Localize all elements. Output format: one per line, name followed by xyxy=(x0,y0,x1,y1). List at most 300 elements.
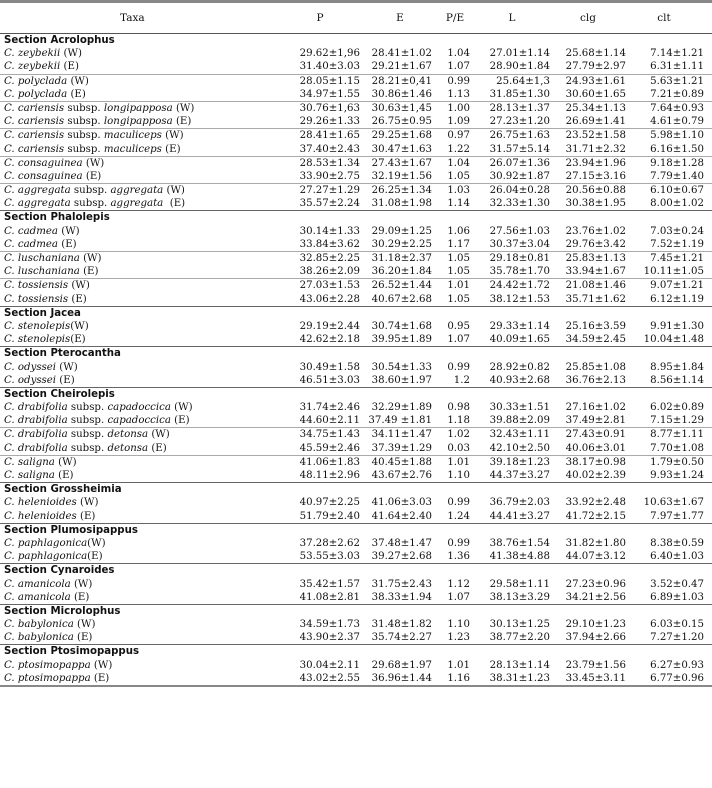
value-cell-p: 27.03±1.53 xyxy=(299,280,360,292)
taxon-name-italic: capadoccica xyxy=(107,415,171,427)
taxon-qualifier: (W) xyxy=(56,361,78,373)
taxon-qualifier: subsp. xyxy=(67,415,108,427)
value-cell-p: 33.84±3.62 xyxy=(299,238,360,250)
taxon-qualifier: (W) xyxy=(70,320,89,332)
section-heading xyxy=(0,34,712,47)
taxon-name-italic: C. cariensis xyxy=(4,130,65,142)
value-cell-pe: 1.23 xyxy=(447,632,470,644)
value-cell-e: 28.41±1.02 xyxy=(371,48,432,60)
table-row xyxy=(0,401,712,414)
taxon-qualifier: (E) xyxy=(172,116,192,128)
value-cell-l: 38.77±2.20 xyxy=(489,632,550,644)
value-cell-clt: 9.07±1.21 xyxy=(650,280,704,292)
taxon-name-italic: longipapposa xyxy=(103,116,173,128)
value-cell-l: 30.33±1.51 xyxy=(489,402,550,414)
taxon-name-italic: aggregata xyxy=(110,185,164,197)
header-taxa: Taxa xyxy=(120,12,145,24)
value-cell-e: 31.08±1.98 xyxy=(371,198,432,210)
taxon-qualifier: (E) xyxy=(56,374,75,386)
value-cell-p: 43.06±2.28 xyxy=(299,293,360,305)
value-cell-l: 30.92±1.87 xyxy=(489,170,550,182)
taxon-cell xyxy=(4,129,184,142)
value-cell-p: 29.19±2.44 xyxy=(299,320,360,332)
value-cell-l: 31.57±5.14 xyxy=(489,143,550,155)
section-heading xyxy=(0,346,712,360)
taxon-cell xyxy=(4,225,80,238)
taxon-name-italic: aggregata xyxy=(110,198,164,210)
value-cell-pe: 1.13 xyxy=(447,88,470,100)
taxon-cell xyxy=(4,170,101,183)
value-cell-e: 37.48±1.47 xyxy=(371,537,432,549)
value-cell-clg: 24.93±1.61 xyxy=(565,75,626,87)
value-cell-p: 38.26±2.09 xyxy=(299,266,360,278)
value-cell-l: 25.64±1,3 xyxy=(496,75,550,87)
value-cell-p: 41.06±1.83 xyxy=(299,456,360,468)
section-name: Section Microlophus xyxy=(4,605,121,617)
value-cell-clg: 25.34±1.13 xyxy=(565,102,626,114)
table-row xyxy=(0,442,712,455)
taxon-name-italic: C. cariensis xyxy=(4,102,65,114)
value-cell-e: 28.21±0,41 xyxy=(371,75,432,87)
value-cell-l: 36.79±2.03 xyxy=(489,497,550,509)
value-cell-clg: 34.59±2.45 xyxy=(565,334,626,346)
value-cell-clg: 23.76±1.02 xyxy=(565,225,626,237)
value-cell-e: 30.86±1.46 xyxy=(371,88,432,100)
taxon-name-italic: C. cadmea xyxy=(4,225,58,237)
value-cell-pe: 0.99 xyxy=(447,361,470,373)
value-cell-pe: 1.14 xyxy=(447,198,470,210)
taxon-name-italic: C. cadmea xyxy=(4,238,58,250)
value-cell-p: 51.79±2.40 xyxy=(299,510,360,522)
value-cell-clg: 35.71±1.62 xyxy=(565,293,626,305)
taxon-name-italic: C. odyssei xyxy=(4,361,57,373)
table-row xyxy=(0,265,712,278)
value-cell-e: 43.67±2.76 xyxy=(371,470,432,481)
taxon-qualifier: (E) xyxy=(170,415,190,427)
taxon-name-italic: C. aggregata xyxy=(4,198,71,210)
value-cell-l: 28.13±1.37 xyxy=(489,102,550,114)
taxon-name-italic: C. drabifolia xyxy=(4,415,68,427)
table-row xyxy=(0,101,712,115)
value-cell-e: 30.63±1,45 xyxy=(371,102,432,114)
value-cell-e: 41.64±2.40 xyxy=(371,510,432,522)
taxon-qualifier: (W) xyxy=(57,225,80,237)
value-cell-clt: 8.56±1.14 xyxy=(650,374,704,386)
value-cell-e: 38.60±1.97 xyxy=(371,374,432,386)
taxon-name-italic: C. ptosimopappa xyxy=(4,659,91,671)
taxon-qualifier: (W) xyxy=(76,497,99,509)
value-cell-clt: 8.95±1.84 xyxy=(650,361,704,373)
taxon-qualifier: (E) xyxy=(148,442,167,454)
taxon-qualifier: (W) xyxy=(82,157,105,169)
value-cell-e: 37.39±1.29 xyxy=(371,442,432,454)
value-cell-clg: 37.49±2.81 xyxy=(565,415,626,427)
table-row xyxy=(0,496,712,509)
header-e: E xyxy=(396,12,404,24)
value-cell-clt: 9.93±1.24 xyxy=(650,470,704,481)
taxon-qualifier: (W) xyxy=(90,659,113,671)
value-cell-l: 29.58±1.11 xyxy=(489,578,550,590)
taxon-name-italic: detonsa xyxy=(107,442,149,454)
taxon-name-italic: C. drabifolia xyxy=(4,429,68,441)
taxon-qualifier: (W) xyxy=(79,253,102,264)
value-cell-clt: 7.70±1.08 xyxy=(650,442,704,454)
table-row xyxy=(0,115,712,128)
taxon-cell xyxy=(4,442,167,455)
value-cell-pe: 0.99 xyxy=(447,497,470,509)
value-cell-e: 40.45±1.88 xyxy=(371,456,432,468)
value-cell-clg: 23.94±1.96 xyxy=(565,157,626,169)
value-cell-pe: 1.01 xyxy=(447,456,470,468)
taxon-qualifier: (E) xyxy=(70,334,86,346)
value-cell-pe: 1.36 xyxy=(447,551,470,563)
table-row xyxy=(0,374,712,387)
taxon-qualifier: (W) xyxy=(60,48,82,60)
taxon-cell xyxy=(4,88,86,101)
value-cell-l: 40.93±2.68 xyxy=(489,374,550,386)
value-cell-pe: 1.10 xyxy=(447,470,470,481)
table-row xyxy=(0,361,712,374)
value-cell-p: 34.59±1.73 xyxy=(299,619,360,631)
value-cell-e: 29.68±1.97 xyxy=(371,659,432,671)
taxon-name-italic: C. tossiensis xyxy=(4,280,69,292)
table-row xyxy=(0,293,712,306)
value-cell-pe: 1.07 xyxy=(447,61,470,73)
value-cell-l: 28.92±0.82 xyxy=(489,361,550,373)
value-cell-e: 30.74±1.68 xyxy=(371,320,432,332)
taxon-name-italic: C. amanicola xyxy=(4,591,71,603)
value-cell-l: 27.23±1.20 xyxy=(489,116,550,128)
value-cell-e: 36.20±1.84 xyxy=(371,266,432,278)
taxon-name-italic: C. drabifolia xyxy=(4,402,68,414)
value-cell-l: 31.85±1.30 xyxy=(489,88,550,100)
value-cell-clt: 8.77±1.11 xyxy=(650,429,704,441)
taxon-qualifier: subsp. xyxy=(64,102,104,114)
taxon-cell xyxy=(4,157,104,170)
value-cell-pe: 1.12 xyxy=(447,578,470,590)
value-cell-clg: 26.69±1.41 xyxy=(565,116,626,128)
taxon-qualifier: (E) xyxy=(90,672,110,684)
value-cell-clg: 38.17±0.98 xyxy=(565,456,626,468)
value-cell-e: 32.19±1.56 xyxy=(371,170,432,182)
section-name: Section Jacea xyxy=(4,307,81,319)
value-cell-clg: 40.06±3.01 xyxy=(565,442,626,454)
taxon-name-italic: C. amanicola xyxy=(4,578,71,590)
table-row xyxy=(0,143,712,156)
value-cell-p: 45.59±2.46 xyxy=(299,442,360,454)
value-cell-clt: 4.61±0.79 xyxy=(650,116,704,128)
value-cell-clt: 6.77±0.96 xyxy=(650,672,704,684)
section-heading xyxy=(0,306,712,320)
value-cell-clt: 7.52±1.19 xyxy=(650,238,704,250)
value-cell-p: 43.02±2.55 xyxy=(299,672,360,684)
value-cell-l: 30.37±3.04 xyxy=(489,238,550,250)
taxon-name-italic: C. stenolepis xyxy=(4,334,71,346)
taxon-cell xyxy=(4,47,82,60)
taxon-name-italic: C. consaguinea xyxy=(4,157,83,169)
taxon-qualifier: (W) xyxy=(172,102,195,114)
value-cell-pe: 1.22 xyxy=(447,143,470,155)
value-cell-pe: 1.03 xyxy=(447,185,470,197)
value-cell-pe: 1.18 xyxy=(447,415,470,427)
value-cell-pe: 1.01 xyxy=(447,280,470,292)
taxon-qualifier: subsp. xyxy=(64,130,104,142)
value-cell-p: 29.62±1,96 xyxy=(299,48,360,60)
value-cell-clt: 10.11±1.05 xyxy=(643,266,704,278)
value-cell-e: 30.29±2.25 xyxy=(371,238,432,250)
value-cell-l: 30.13±1.25 xyxy=(489,619,550,631)
value-cell-clg: 27.15±3.16 xyxy=(565,170,626,182)
taxon-name-italic: C. babylonica xyxy=(4,619,74,631)
header-pe: P/E xyxy=(445,12,465,24)
value-cell-clt: 8.00±1.02 xyxy=(650,198,704,210)
section-name: Section Acrolophus xyxy=(4,35,115,46)
value-cell-l: 32.43±1.11 xyxy=(489,429,550,441)
taxon-cell xyxy=(4,320,89,333)
value-cell-p: 27.27±1.29 xyxy=(299,185,360,197)
taxon-name-italic: C. luschaniana xyxy=(4,253,80,264)
taxon-cell xyxy=(4,279,90,292)
value-cell-pe: 1.16 xyxy=(447,672,470,684)
value-cell-e: 31.75±2.43 xyxy=(371,578,432,590)
value-cell-pe: 1.06 xyxy=(447,225,470,237)
value-cell-l: 38.13±3.29 xyxy=(489,591,550,603)
value-cell-clt: 7.97±1.77 xyxy=(650,510,704,522)
value-cell-clg: 25.83±1.13 xyxy=(565,253,626,264)
value-cell-l: 39.88±2.09 xyxy=(489,415,550,427)
taxon-name-italic: longipapposa xyxy=(103,102,173,114)
value-cell-clg: 30.60±1.65 xyxy=(565,88,626,100)
taxon-qualifier: subsp. xyxy=(67,429,108,441)
value-cell-clg: 31.82±1.80 xyxy=(565,537,626,549)
taxon-cell xyxy=(4,496,98,509)
taxon-qualifier: (W) xyxy=(67,75,89,87)
value-cell-e: 31.18±2.37 xyxy=(371,253,432,264)
value-cell-clg: 30.38±1.95 xyxy=(565,198,626,210)
table-row xyxy=(0,278,712,292)
table-row xyxy=(0,251,712,265)
value-cell-pe: 1.05 xyxy=(447,253,470,264)
value-cell-l: 27.01±1.14 xyxy=(489,48,550,60)
taxon-cell xyxy=(4,361,78,374)
value-cell-clt: 1.79±0.50 xyxy=(650,456,704,468)
value-cell-pe: 1.24 xyxy=(447,510,470,522)
value-cell-p: 34.75±1.43 xyxy=(299,429,360,441)
table-row xyxy=(0,156,712,170)
value-cell-clg: 33.45±3.11 xyxy=(565,672,626,684)
value-cell-l: 28.90±1.84 xyxy=(489,61,550,73)
table-row xyxy=(0,455,712,469)
value-cell-p: 37.28±2.62 xyxy=(299,537,360,549)
value-cell-l: 41.38±4.88 xyxy=(489,551,550,563)
value-cell-clt: 7.45±1.21 xyxy=(650,253,704,264)
value-cell-pe: 1.05 xyxy=(447,266,470,278)
taxon-qualifier: (E) xyxy=(163,198,186,210)
taxon-qualifier: (E) xyxy=(54,470,74,481)
taxon-cell xyxy=(4,672,109,685)
taxon-qualifier: (E) xyxy=(82,170,102,182)
value-cell-pe: 0.98 xyxy=(447,402,470,414)
taxon-qualifier: (W) xyxy=(148,429,170,441)
value-cell-clt: 7.21±0.89 xyxy=(650,88,704,100)
taxon-name-italic: C. cariensis xyxy=(4,116,65,128)
value-cell-pe: 1.2 xyxy=(453,374,470,386)
value-cell-e: 36.96±1.44 xyxy=(371,672,432,684)
taxon-name-italic: C. zeybekii xyxy=(4,48,61,60)
table-row xyxy=(0,238,712,251)
value-cell-e: 31.48±1.82 xyxy=(371,619,432,631)
table-row xyxy=(0,170,712,183)
value-cell-clt: 6.03±0.15 xyxy=(650,619,704,631)
taxon-name-italic: C. polyclada xyxy=(4,88,68,100)
table-row xyxy=(0,672,712,685)
value-cell-e: 30.47±1.63 xyxy=(371,143,432,155)
table-row xyxy=(0,591,712,604)
value-cell-p: 32.85±2.25 xyxy=(299,253,360,264)
value-cell-clt: 6.16±1.50 xyxy=(650,143,704,155)
value-cell-e: 26.75±0.95 xyxy=(371,116,432,128)
value-cell-e: 37.49 ±1.81 xyxy=(368,415,432,427)
value-cell-p: 40.97±2.25 xyxy=(299,497,360,509)
value-cell-clt: 8.38±0.59 xyxy=(650,537,704,549)
value-cell-l: 35.78±1.70 xyxy=(489,266,550,278)
table-row xyxy=(0,631,712,644)
value-cell-pe: 1.05 xyxy=(447,170,470,182)
table-row xyxy=(0,47,712,60)
taxon-qualifier: (E) xyxy=(76,510,96,522)
taxon-qualifier: (W) xyxy=(70,578,93,590)
taxon-cell xyxy=(4,374,75,387)
value-cell-clg: 21.08±1.46 xyxy=(565,280,626,292)
value-cell-clt: 9.18±1.28 xyxy=(650,157,704,169)
taxon-name-italic: C. zeybekii xyxy=(4,61,61,73)
taxon-name-italic: C. aggregata xyxy=(4,185,71,197)
value-cell-clt: 10.04±1.48 xyxy=(643,334,704,346)
table-row xyxy=(0,427,712,441)
taxon-cell xyxy=(4,184,185,197)
value-cell-e: 35.74±2.27 xyxy=(371,632,432,644)
taxon-cell xyxy=(4,578,92,591)
value-cell-pe: 0.97 xyxy=(447,130,470,142)
value-cell-pe: 0.95 xyxy=(447,320,470,332)
value-cell-p: 30.76±1,63 xyxy=(299,102,360,114)
table-row xyxy=(0,537,712,550)
value-cell-pe: 1.17 xyxy=(447,238,470,250)
value-cell-l: 27.56±1.03 xyxy=(489,225,550,237)
value-cell-p: 30.14±1.33 xyxy=(299,225,360,237)
taxon-qualifier: subsp. xyxy=(67,442,108,454)
value-cell-e: 26.52±1.44 xyxy=(371,280,432,292)
taxon-name-italic: C. saligna xyxy=(4,456,55,468)
taxon-name-italic: maculiceps xyxy=(103,130,162,142)
taxon-name-italic: C. luschaniana xyxy=(4,266,80,278)
value-cell-clt: 7.15±1.29 xyxy=(650,415,704,427)
taxon-cell xyxy=(4,75,89,88)
taxon-name-italic: maculiceps xyxy=(103,143,162,155)
value-cell-l: 26.07±1.36 xyxy=(489,157,550,169)
value-cell-clg: 34.21±2.56 xyxy=(565,591,626,603)
value-cell-pe: 1.09 xyxy=(447,116,470,128)
taxon-cell xyxy=(4,102,194,115)
taxon-cell xyxy=(4,659,112,672)
value-cell-clg: 25.16±3.59 xyxy=(565,320,626,332)
value-cell-p: 42.62±2.18 xyxy=(299,334,360,346)
value-cell-clt: 7.79±1.40 xyxy=(650,170,704,182)
table-row xyxy=(0,659,712,672)
value-cell-clg: 29.76±3.42 xyxy=(565,238,626,250)
taxon-cell xyxy=(4,115,191,128)
taxon-name-italic: C. paphlagonica xyxy=(4,551,88,563)
value-cell-e: 30.54±1.33 xyxy=(371,361,432,373)
taxon-cell xyxy=(4,631,92,644)
value-cell-e: 29.25±1.68 xyxy=(371,130,432,142)
taxon-qualifier: (W) xyxy=(170,402,193,414)
taxon-qualifier: subsp. xyxy=(70,185,111,197)
value-cell-l: 39.18±1.23 xyxy=(489,456,550,468)
table-row xyxy=(0,320,712,333)
table-row xyxy=(0,578,712,591)
value-cell-e: 29.21±1.67 xyxy=(371,61,432,73)
section-heading xyxy=(0,644,712,658)
value-cell-p: 46.51±3.03 xyxy=(299,374,360,386)
value-cell-clg: 33.94±1.67 xyxy=(565,266,626,278)
value-cell-pe: 1.00 xyxy=(447,102,470,114)
table-row xyxy=(0,510,712,523)
value-cell-pe: 1.04 xyxy=(447,48,470,60)
value-cell-clt: 7.03±0.24 xyxy=(650,225,704,237)
value-cell-p: 53.55±3.03 xyxy=(299,551,360,563)
taxon-cell xyxy=(4,456,77,469)
section-name: Section Phalolepis xyxy=(4,212,110,224)
value-cell-clg: 44.07±3.12 xyxy=(565,551,626,563)
value-cell-l: 29.33±1.14 xyxy=(489,320,550,332)
value-cell-e: 39.95±1.89 xyxy=(371,334,432,346)
taxon-cell xyxy=(4,618,95,631)
taxon-qualifier: (W) xyxy=(73,619,96,631)
taxon-cell xyxy=(4,333,86,346)
taxon-qualifier: (E) xyxy=(57,238,77,250)
value-cell-clg: 41.72±2.15 xyxy=(565,510,626,522)
value-cell-p: 37.40±2.43 xyxy=(299,143,360,155)
value-cell-clt: 5.98±1.10 xyxy=(650,130,704,142)
taxon-cell xyxy=(4,60,79,73)
value-cell-clg: 25.85±1.08 xyxy=(565,361,626,373)
taxon-cell xyxy=(4,550,103,563)
taxon-cell xyxy=(4,265,98,278)
table-row xyxy=(0,74,712,88)
value-cell-clt: 3.52±0.47 xyxy=(650,578,704,590)
value-cell-l: 44.37±3.27 xyxy=(489,470,550,481)
value-cell-p: 33.90±2.75 xyxy=(299,170,360,182)
value-cell-l: 38.12±1.53 xyxy=(489,293,550,305)
table-row xyxy=(0,225,712,238)
section-name: Section Ptosimopappus xyxy=(4,646,140,658)
value-cell-p: 28.41±1.65 xyxy=(299,130,360,142)
table-row xyxy=(0,414,712,427)
value-cell-p: 28.53±1.34 xyxy=(299,157,360,169)
value-cell-p: 41.08±2.81 xyxy=(299,591,360,603)
taxon-qualifier: subsp. xyxy=(67,402,108,414)
table-row xyxy=(0,197,712,210)
section-heading xyxy=(0,604,712,618)
taxon-name-italic: C. helenioides xyxy=(4,497,77,509)
value-cell-pe: 1.07 xyxy=(447,591,470,603)
taxon-name-italic: C. stenolepis xyxy=(4,320,71,332)
taxon-name-italic: capadoccica xyxy=(107,402,171,414)
value-cell-p: 31.74±2.46 xyxy=(299,402,360,414)
taxon-name-italic: C. babylonica xyxy=(4,632,74,644)
value-cell-l: 24.42±1.72 xyxy=(489,280,550,292)
